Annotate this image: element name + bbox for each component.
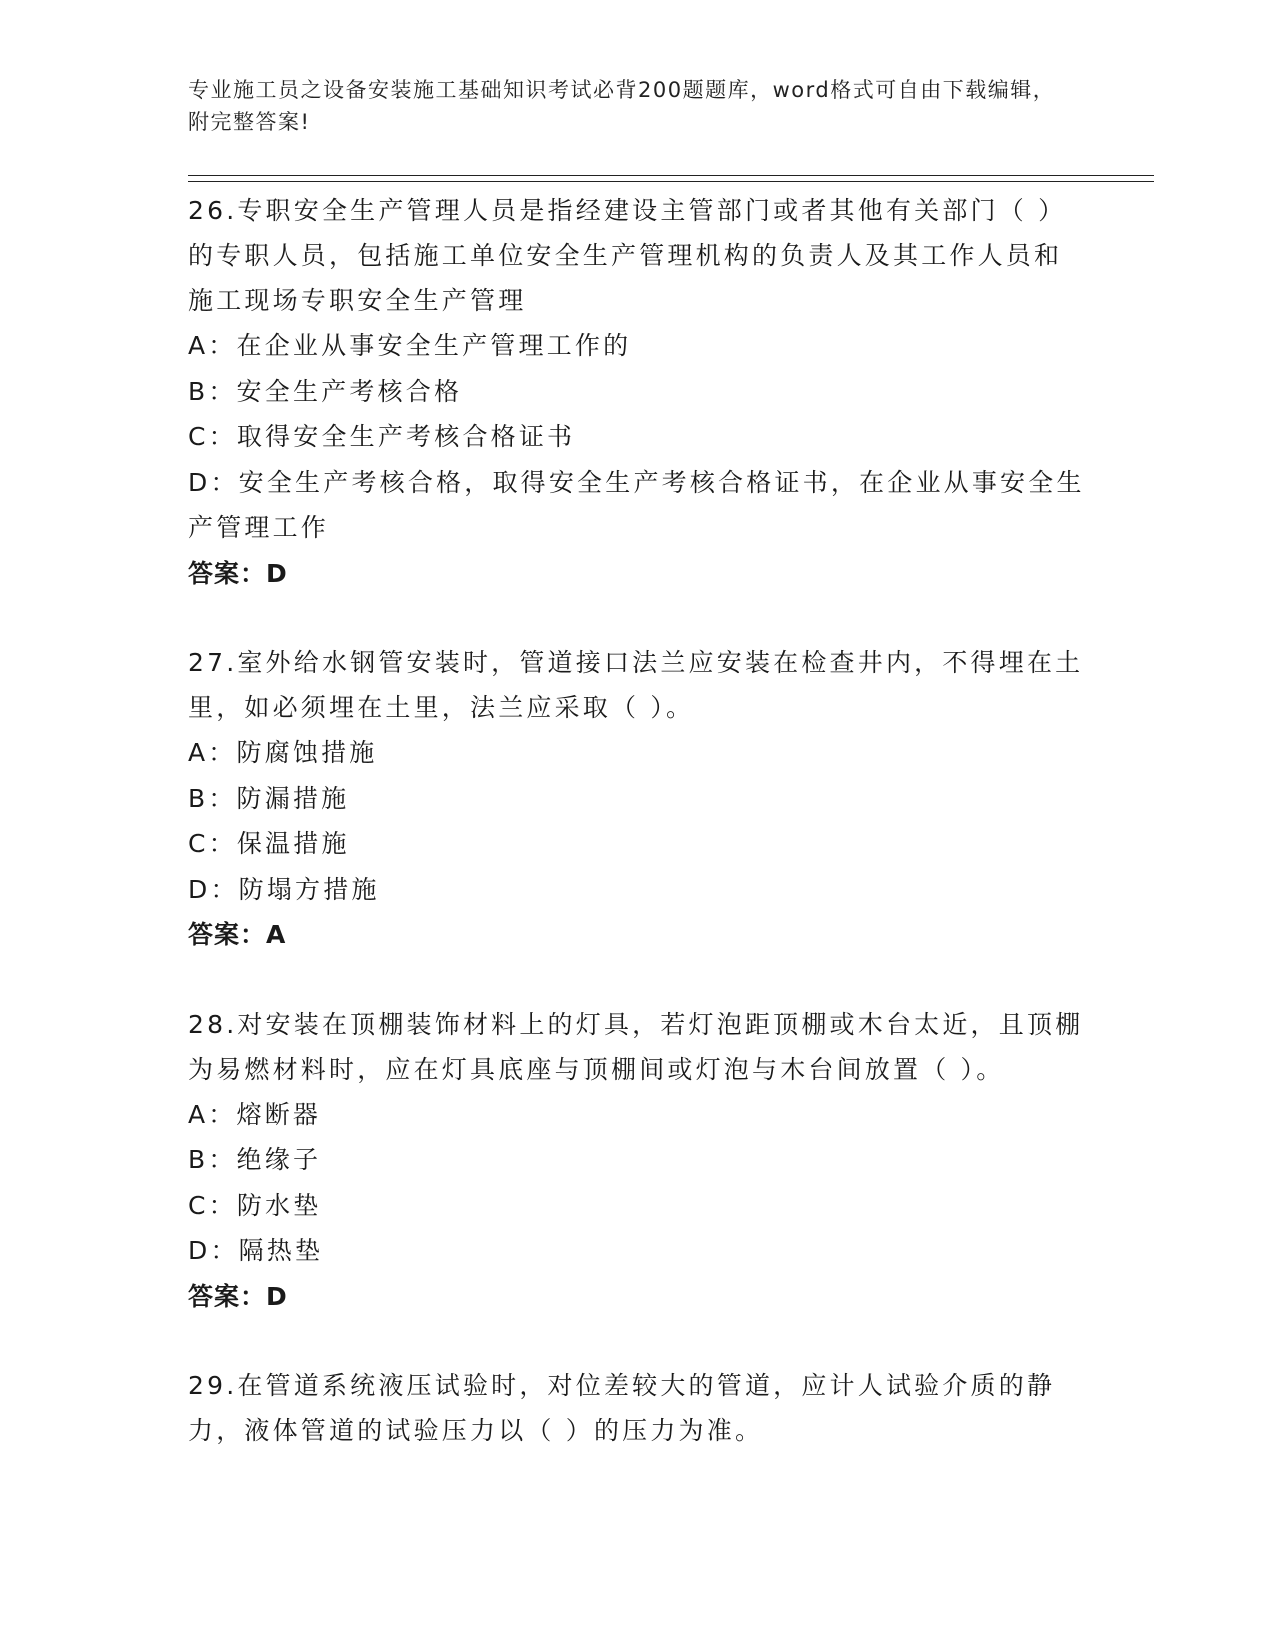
answer-line: 答案：A — [188, 920, 287, 949]
question-text: 26.专职安全生产管理人员是指经建设主管部门或者其他有关部门（ ）的专职人员，包括施工单位安全生产管理机构的负责人及其工作人员和施工现场专职安全生产管理 — [188, 196, 1067, 315]
option-a: A：在企业从事安全生产管理工作的 — [188, 331, 632, 360]
question-27 — [188, 640, 1088, 958]
question-text: 27.室外给水钢管安装时，管道接口法兰应安装在检查井内，不得埋在土里，如必须埋在土里，法兰应采取（ ）。 — [188, 648, 1084, 722]
document-header: 专业施工员之设备安装施工基础知识考试必背200题题库，word格式可自由下载编辑，附完整答案! — [188, 78, 1056, 134]
option-c: C：保温措施 — [188, 829, 350, 858]
question-26 — [188, 188, 1088, 596]
option-d: D：防塌方措施 — [188, 874, 380, 904]
option-d: D：安全生产考核合格，取得安全生产考核合格证书，在企业从事安全生产管理工作 — [188, 467, 1085, 542]
question-29 — [188, 1363, 1088, 1453]
header-divider-bottom — [188, 181, 1154, 182]
question-text: 29.在管道系统液压试验时，对位差较大的管道，应计人试验介质的静力，液体管道的试验压力以（ ）的压力为准。 — [188, 1371, 1056, 1445]
option-c: C：防水垫 — [188, 1190, 322, 1220]
option-d: D：隔热垫 — [188, 1236, 324, 1265]
question-text: 28.对安装在顶棚装饰材料上的灯具，若灯泡距顶棚或木台太近，且顶棚为易燃材料时，应在灯具底座与顶棚间或灯泡与木台间放置（ ）。 — [188, 1009, 1084, 1084]
option-b: B：防漏措施 — [188, 783, 350, 813]
option-b: B：绝缘子 — [188, 1145, 322, 1174]
header-divider-top — [188, 175, 1154, 176]
option-b: B：安全生产考核合格 — [188, 376, 463, 406]
answer-line: 答案：D — [188, 1281, 288, 1311]
question-list — [188, 188, 1088, 1497]
question-28 — [188, 1002, 1088, 1320]
option-c: C：取得安全生产考核合格证书 — [188, 422, 576, 451]
answer-line: 答案：D — [188, 558, 288, 588]
option-a: A：熔断器 — [188, 1099, 322, 1129]
option-a: A：防腐蚀措施 — [188, 738, 378, 767]
